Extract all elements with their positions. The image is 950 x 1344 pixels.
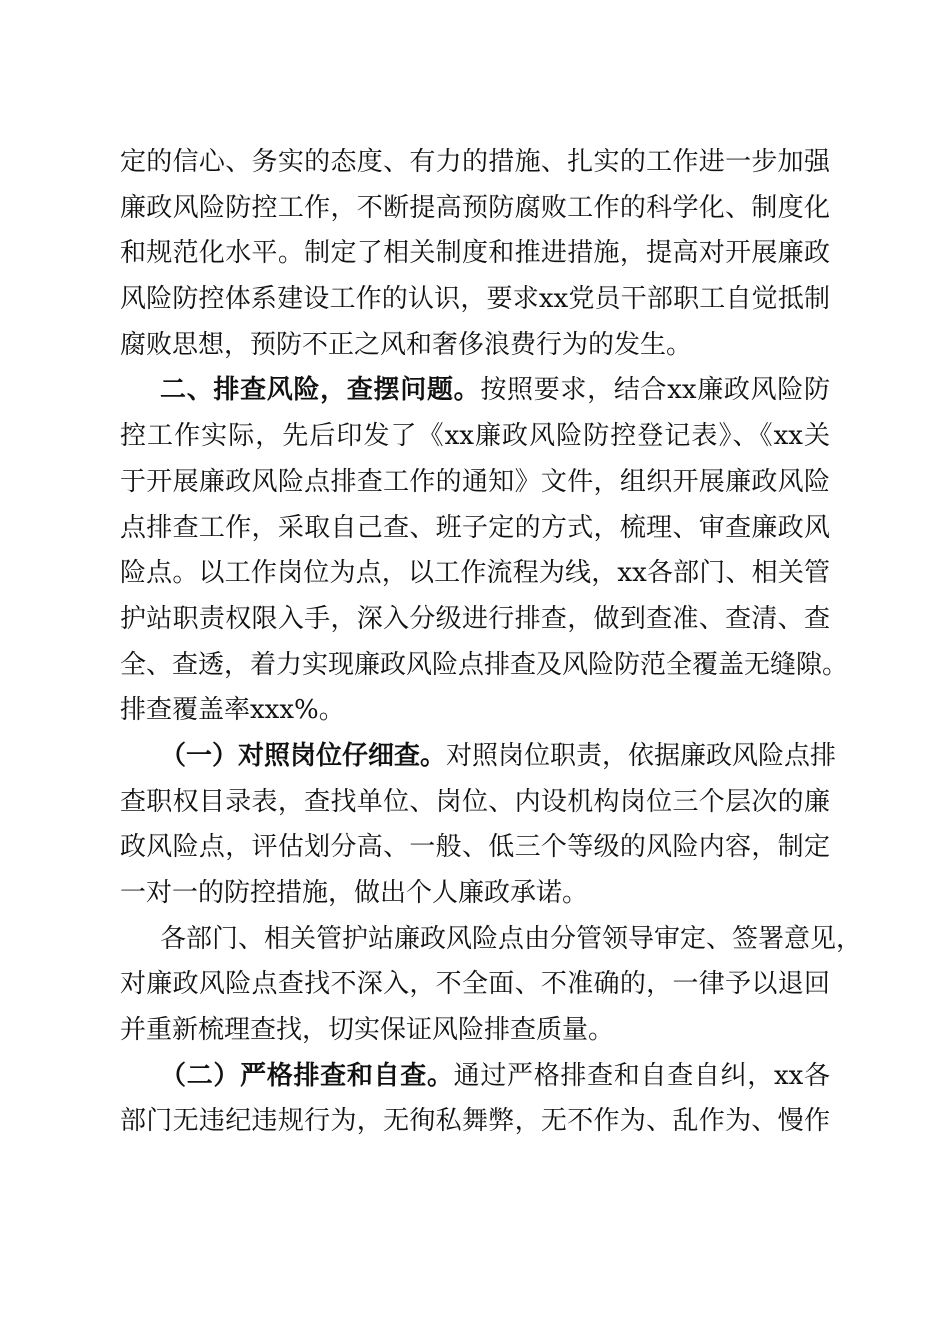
p4-line-2: 对廉政风险点查找不深入，不全面、不准确的，一律予以退回 [120, 969, 830, 1000]
p1-line-1: 定的信心、务实的态度、有力的措施、扎实的工作进一步加强 [120, 147, 830, 177]
p2-line-6: 护站职责权限入手，深入分级进行排查，做到查准、查清、查 [120, 603, 830, 634]
p4-line-3: 并重新梳理查找，切实保证风险排查质量。 [120, 1015, 615, 1046]
p5-first-rest: 通过严格排查和自查自纠，xx各 [453, 1060, 830, 1091]
p3-heading: （一）对照岗位仔细查。 [160, 740, 447, 771]
p5-first-line [120, 1054, 830, 1100]
p3-line-2: 查职权目录表，查找单位、岗位、内设机构岗位三个层次的廉 [120, 786, 830, 817]
p2-first-line [120, 368, 830, 414]
p5-heading: （二）严格排查和自查。 [160, 1060, 454, 1091]
p3-first-line [120, 734, 837, 780]
p1-line-5: 腐败思想，预防不正之风和奢侈浪费行为的发生。 [120, 329, 693, 360]
p2-heading: 二、排查风险，查摆问题。 [160, 375, 481, 406]
p1-line-2: 廉政风险防控工作，不断提高预防腐败工作的科学化、制度化 [120, 192, 830, 223]
p3-first-rest: 对照岗位职责，依据廉政风险点排 [446, 740, 837, 771]
p3-line-4: 一对一的防控措施，做出个人廉政承诺。 [120, 878, 589, 908]
p3-line-3: 政风险点，评估划分高、一般、低三个等级的风险内容，制定 [120, 832, 830, 863]
p1-line-3: 和规范化水平。制定了相关制度和推进措施，提高对开展廉政 [120, 238, 830, 269]
p2-line-3: 于开展廉政风险点排查工作的通知》文件，组织开展廉政风险 [120, 466, 830, 497]
p1-line-4: 风险防控体系建设工作的认识，要求xx党员干部职工自觉抵制 [120, 284, 830, 315]
p2-first-rest: 按照要求，结合xx廉政风险防 [480, 375, 830, 406]
p2-line-8: 排查覆盖率xxx%。 [120, 695, 345, 726]
p2-line-4: 点排查工作，采取自己查、班子定的方式，梳理、审查廉政风 [120, 512, 830, 543]
document-body [120, 140, 863, 1145]
p2-line-7: 全、查透，着力实现廉政风险点排查及风险防范全覆盖无缝隙。 [120, 649, 849, 680]
p4-first-line: 各部门、相关管护站廉政风险点由分管领导审定、签署意见， [160, 923, 863, 954]
p2-line-2: 控工作实际，先后印发了《xx廉政风险防控登记表》、《xx关 [120, 421, 830, 452]
p5-line-2: 部门无违纪违规行为，无徇私舞弊，无不作为、乱作为、慢作 [120, 1106, 830, 1137]
p2-line-5: 险点。以工作岗位为点，以工作流程为线，xx各部门、相关管 [120, 558, 830, 589]
